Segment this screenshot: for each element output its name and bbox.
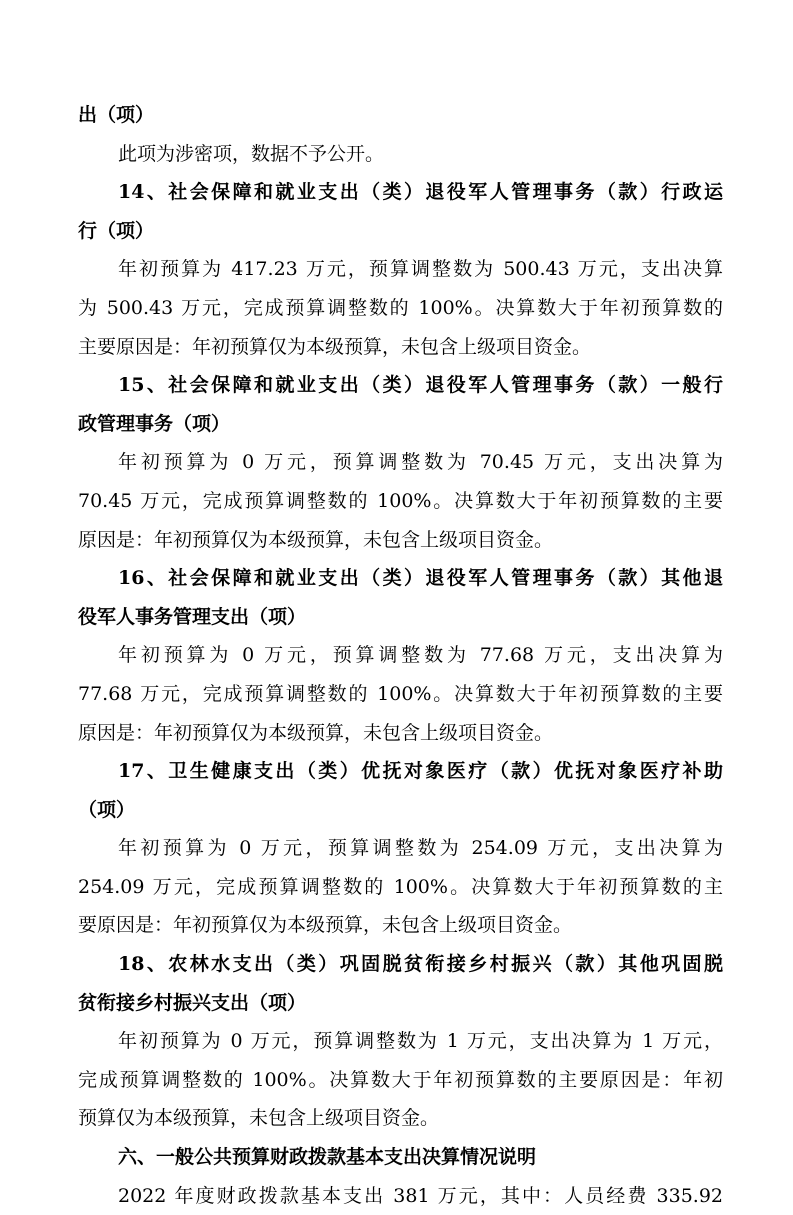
paragraph-line: 年初预算为 0 万元，预算调整数为 77.68 万元，支出决算为 xyxy=(118,644,723,667)
paragraph-line: 要原因是：年初预算仅为本级预算，未包含上级项目资金。 xyxy=(78,914,573,937)
section-heading-line: 贫衔接乡村振兴支出（项） xyxy=(78,991,307,1014)
paragraph-line: 此项为涉密项，数据不予公开。 xyxy=(118,142,385,165)
document-page xyxy=(78,96,723,1215)
paragraph-line: 77.68 万元，完成预算调整数的 100%。决算数大于年初预算数的主要 xyxy=(78,682,723,705)
section-heading-line: 出（项） xyxy=(78,104,155,126)
paragraph-line: 为 500.43 万元，完成预算调整数的 100%。决算数大于年初预算数的 xyxy=(78,296,723,319)
section-heading-line: 役军人事务管理支出（项） xyxy=(78,605,307,628)
paragraph-line: 年初预算为 0 万元，预算调整数为 1 万元，支出决算为 1 万元， xyxy=(118,1030,723,1053)
section-heading-line: 行（项） xyxy=(78,219,155,242)
paragraph-line: 原因是：年初预算仅为本级预算，未包含上级项目资金。 xyxy=(78,528,554,551)
paragraph-line: 254.09 万元，完成预算调整数的 100%。决算数大于年初预算数的主 xyxy=(78,875,723,898)
paragraph-line: 完成预算调整数的 100%。决算数大于年初预算数的主要原因是：年初 xyxy=(78,1068,723,1091)
section-heading-line: 14、社会保障和就业支出（类）退役军人管理事务（款）行政运 xyxy=(118,181,723,204)
paragraph-line: 主要原因是：年初预算仅为本级预算，未包含上级项目资金。 xyxy=(78,335,592,358)
section-heading-line: （项） xyxy=(78,798,136,821)
section-heading-line: 16、社会保障和就业支出（类）退役军人管理事务（款）其他退 xyxy=(118,567,723,590)
paragraph-line: 原因是：年初预算仅为本级预算，未包含上级项目资金。 xyxy=(78,721,554,744)
section-heading-line: 15、社会保障和就业支出（类）退役军人管理事务（款）一般行 xyxy=(118,374,723,397)
paragraph-line: 年初预算为 0 万元，预算调整数为 254.09 万元，支出决算为 xyxy=(118,837,723,860)
paragraph-line: 预算仅为本级预算，未包含上级项目资金。 xyxy=(78,1107,440,1130)
section-heading-line: 政管理事务（项） xyxy=(78,412,231,435)
paragraph-line: 70.45 万元，完成预算调整数的 100%。决算数大于年初预算数的主要 xyxy=(78,489,723,512)
paragraph-line: 年初预算为 417.23 万元，预算调整数为 500.43 万元，支出决算 xyxy=(118,258,723,281)
section-heading-line: 六、一般公共预算财政拨款基本支出决算情况说明 xyxy=(118,1146,537,1169)
paragraph-line: 2022 年度财政拨款基本支出 381 万元，其中：人员经费 335.92 xyxy=(118,1184,723,1207)
section-heading-line: 17、卫生健康支出（类）优抚对象医疗（款）优抚对象医疗补助 xyxy=(118,760,723,783)
paragraph-line: 年初预算为 0 万元，预算调整数为 70.45 万元，支出决算为 xyxy=(118,451,723,474)
section-heading-line: 18、农林水支出（类）巩固脱贫衔接乡村振兴（款）其他巩固脱 xyxy=(118,953,723,976)
